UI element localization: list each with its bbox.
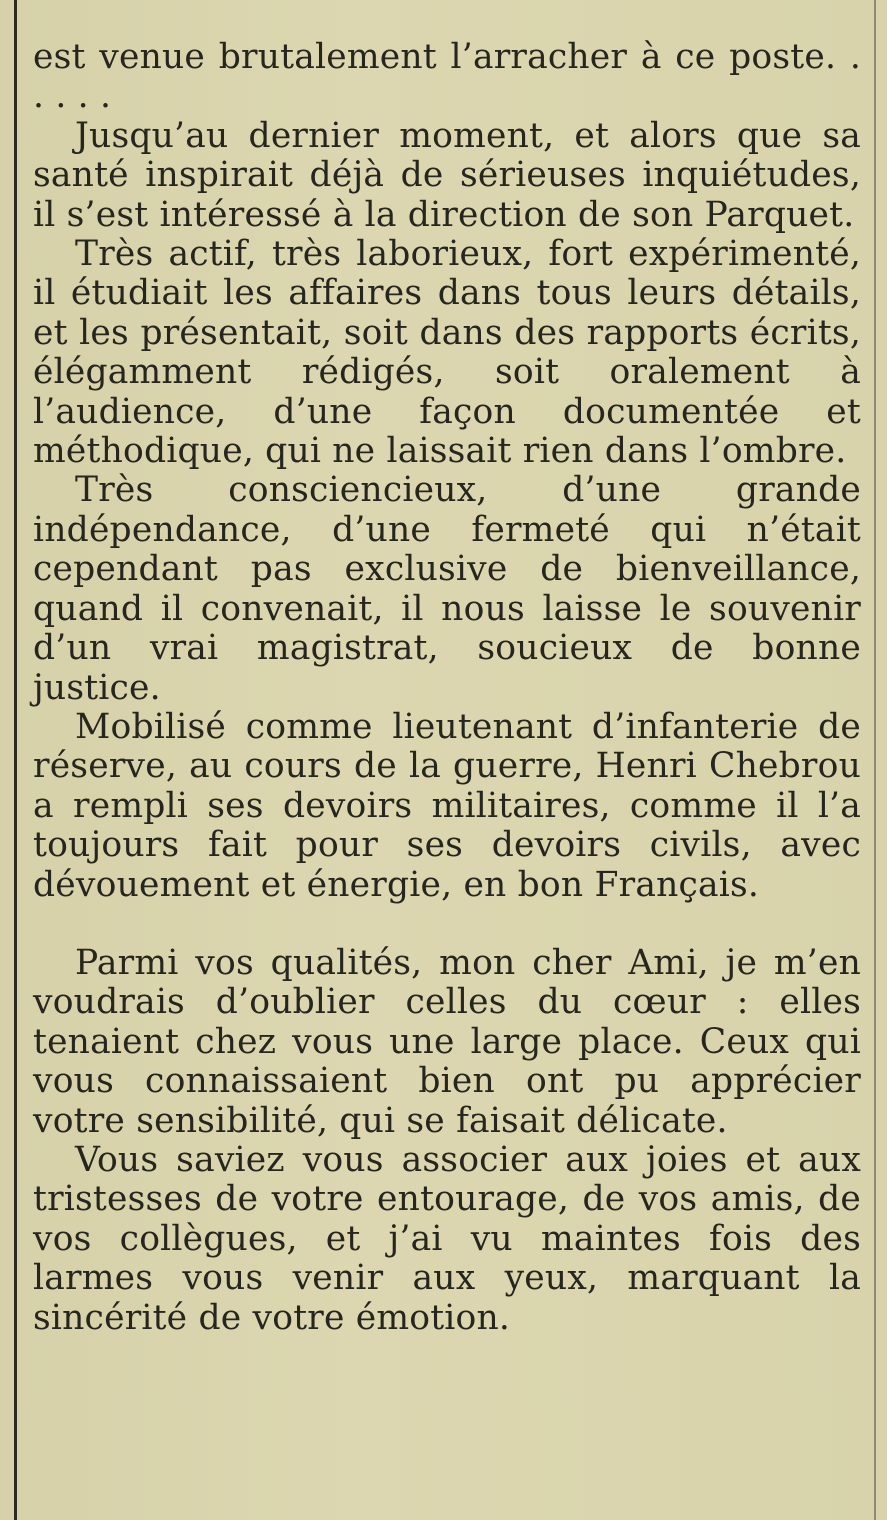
paragraph-4: Très consciencieux, d’une grande indépendance, d’une fermeté qui n’était cependant pas exclusive de bienveillance, quand il convenait, il nous laisse le souvenir d’un vrai magistrat, soucieux de bonne justice. — [33, 470, 861, 708]
paragraph-5: Mobilisé comme lieutenant d’infanterie de réserve, au cours de la guerre, Henri Chebrou a rempli ses devoirs militaires, comme il l’a toujours fait pour ses devoirs civils, avec dévouement et énergie, en bon Français. — [33, 706, 861, 905]
column-rule-left — [14, 0, 17, 1520]
paragraph-2: Jusqu’au dernier moment, et alors que sa santé inspirait déjà de sérieuses inquiétudes, il s’est intéressé à la direction de son Parquet. — [33, 115, 861, 235]
paragraph-6: Parmi vos qualités, mon cher Ami, je m’en voudrais d’oublier celles du cœur : elles tenaient chez vous une large place. Ceux qui vous connaissaient bien ont pu apprécier votre sensibilité, qui se faisait délicate. — [33, 942, 861, 1141]
article-column — [33, 38, 861, 1338]
paragraph-3: Très actif, très laborieux, fort expérimenté, il étudiait les affaires dans tous leurs détails, et les présentait, soit dans des rapports écrits, élégamment rédigés, soit oralement à l’audience, d’une façon documentée et méthodique, qui ne laissait rien dans l’ombre. — [33, 234, 861, 472]
column-rule-right — [874, 0, 876, 1520]
paragraph-7: Vous saviez vous associer aux joies et aux tristesses de votre entourage, de vos amis, de vos collègues, et j’ai vu maintes fois des larmes vous venir aux yeux, marquant la sincérité de votre émotion. — [33, 1139, 861, 1338]
paragraph-gap — [33, 905, 861, 944]
paragraph-1: est venue brutalement l’arracher à ce poste. . . . . . — [33, 37, 861, 117]
